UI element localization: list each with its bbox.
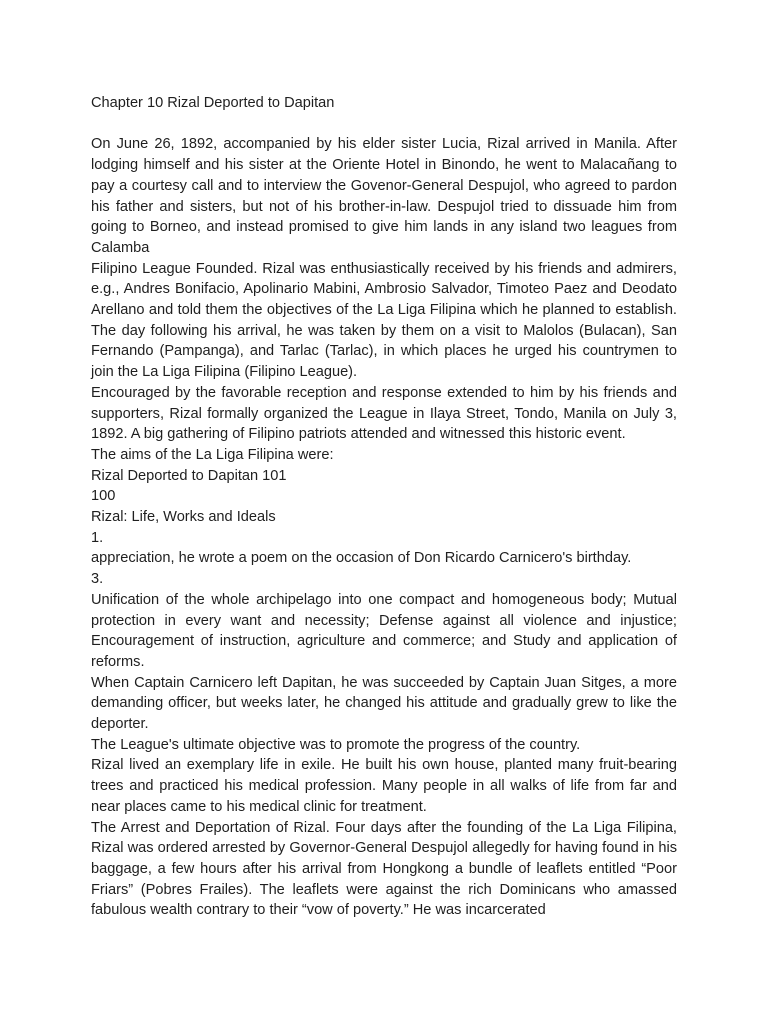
paragraph-filipino-league-founded: Filipino League Founded. Rizal was enthusiastically received by his friends and admirers, e.g., Andres Bonifacio, Apolinario Mabini, Ambrosio Salvador, Timoteo Paez and Deodato Arellano and told them the objectives of the La Liga Filipina which he planned to establish. The day following his arrival, he was taken by them on a visit to Malolos (Bulacan), San Fernando (Pampanga), and Tarlac (Tarlac), in which places he urged his countrymen to join the La Liga Filipina (Filipino League). [91,260,677,381]
line-aims-intro: The aims of the La Liga Filipina were: [91,446,334,463]
line-ultimate-objective: The League's ultimate objective was to promote the progress of the country. [91,736,581,753]
chapter-title: Chapter 10 Rizal Deported to Dapitan [91,95,335,111]
paragraph-arrest-deportation: The Arrest and Deportation of Rizal. Four days after the founding of the La Liga Filipina, Rizal was ordered arrested by Governor-General Despujol allegedly for having found in his baggage, a few hours after his arrival from Hongkong a bundle of leaflets entitled “Poor Friars” (Pobres Frailes). The leaflets were against the rich Dominicans who amassed fabulous wealth contrary to their “vow of poverty.” He was incarcerated [91,819,677,919]
running-book-title: Rizal: Life, Works and Ideals [91,509,276,526]
paragraph-league-aims: Unification of the whole archipelago into one compact and homogeneous body; Mutual protection in every want and necessity; Defense against all violence and injustice; Encouragement of instruction, agriculture and commerce; and Study and application of reforms. [91,591,677,670]
list-marker-1: 1. [91,529,104,546]
paragraph-league-organized: Encouraged by the favorable reception and response extended to him by his friends and supporters, Rizal formally organized the League in Ilaya Street, Tondo, Manila on July 3, 1892. A big gathering of Filipino patriots attended and witnessed this historic event. [91,384,677,443]
paragraph-life-in-exile: Rizal lived an exemplary life in exile. He built his own house, planted many fruit-bearing trees and practiced his medical profession. Many people in all walks of life from far and near places came to his medical clinic for treatment. [91,757,677,815]
paragraph-captain-sitges: When Captain Carnicero left Dapitan, he was succeeded by Captain Juan Sitges, a more demanding officer, but weeks later, he changed his attitude and gradually grew to like the deporter. [91,674,677,733]
paragraph-arrival-manila: On June 26, 1892, accompanied by his elder sister Lucia, Rizal arrived in Manila. After lodging himself and his sister at the Oriente Hotel in Binondo, he went to Malacañang to pay a courtesy call and to interview the Govenor-General Despujol, who agreed to pardon his father and sisters, but not of his brother-in-law. Despujol tried to dissuade him from going to Borneo, and instead promised to give him lands in any island two leagues from Calamba [91,136,677,256]
list-marker-3: 3. [91,571,104,588]
page-number: 100 [91,488,116,505]
running-header: Rizal Deported to Dapitan 101 [91,467,287,484]
document-body [91,93,677,921]
line-poem-appreciation: appreciation, he wrote a poem on the occasion of Don Ricardo Carnicero's birthday. [91,550,632,567]
